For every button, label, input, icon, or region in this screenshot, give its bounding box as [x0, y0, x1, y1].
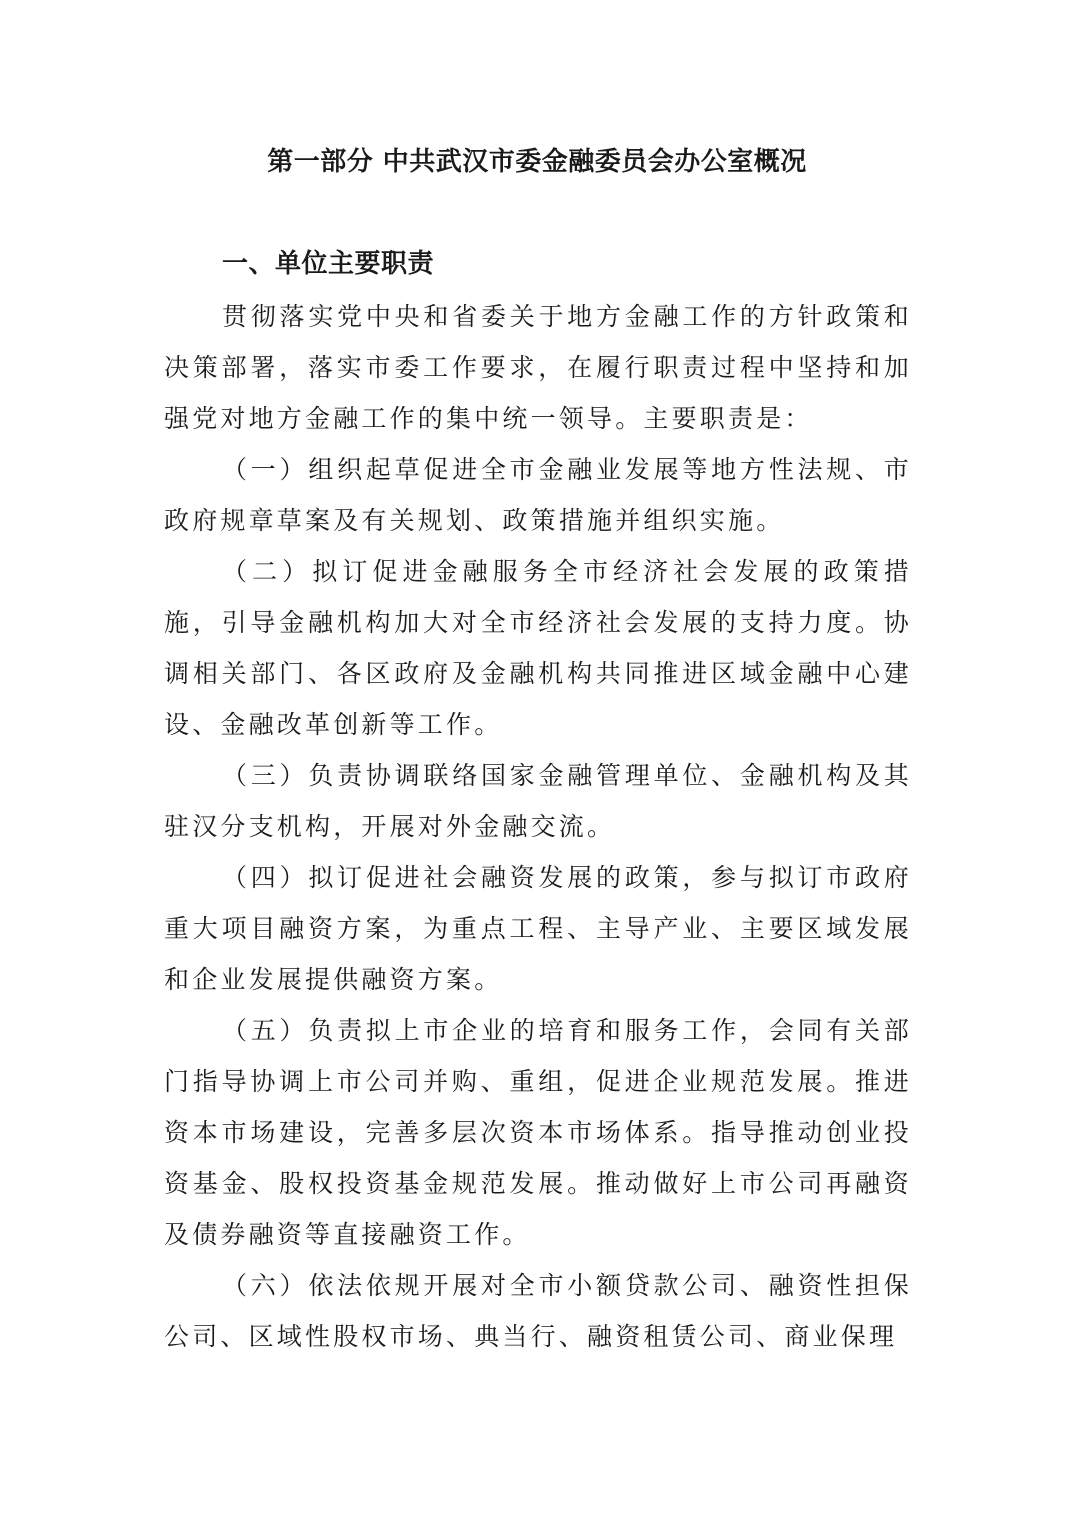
paragraph-item-5: （五）负责拟上市企业的培育和服务工作，会同有关部门指导协调上市公司并购、重组，促进企业规范发展。推进资本市场建设，完善多层次资本市场体系。指导推动创业投资基金、股权投资基金规范发展。推动做好上市公司再融资及债券融资等直接融资工作。 — [164, 1016, 912, 1249]
paragraph-item-2: （二）拟订促进金融服务全市经济社会发展的政策措施，引导金融机构加大对全市经济社会发展的支持力度。协调相关部门、各区政府及金融机构共同推进区域金融中心建设、金融改革创新等工作。 — [164, 557, 912, 739]
document-title: 第一部分 中共武汉市委金融委员会办公室概况 — [267, 147, 807, 177]
section-heading: 一、单位主要职责 — [222, 249, 435, 279]
paragraph-item-3: （三）负责协调联络国家金融管理单位、金融机构及其驻汉分支机构，开展对外金融交流。 — [164, 761, 912, 841]
paragraph-item-1: （一）组织起草促进全市金融业发展等地方性法规、市政府规章草案及有关规划、政策措施并组织实施。 — [164, 455, 912, 535]
paragraph-item-4: （四）拟订促进社会融资发展的政策，参与拟订市政府重大项目融资方案，为重点工程、主导产业、主要区域发展和企业发展提供融资方案。 — [164, 863, 912, 994]
paragraph-item-6: （六）依法依规开展对全市小额贷款公司、融资性担保公司、区域性股权市场、典当行、融资租赁公司、商业保理 — [164, 1271, 912, 1351]
document-body — [164, 291, 912, 1362]
paragraph-intro: 贯彻落实党中央和省委关于地方金融工作的方针政策和决策部署，落实市委工作要求，在履行职责过程中坚持和加强党对地方金融工作的集中统一领导。主要职责是： — [164, 302, 912, 433]
